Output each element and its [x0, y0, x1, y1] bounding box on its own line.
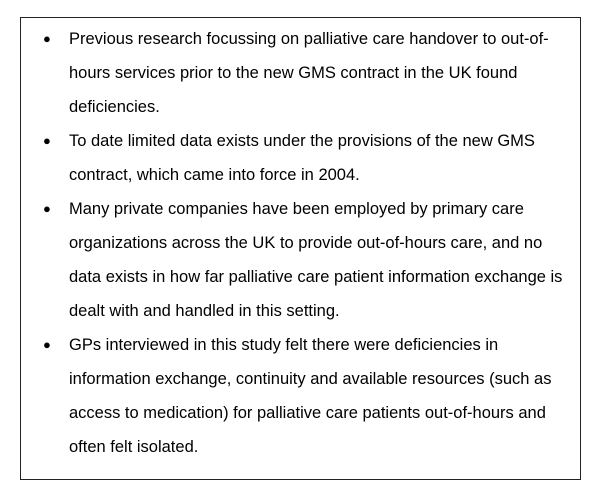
list-item-text: To date limited data exists under the provisions of the new GMS contract, which came into force in 2004. [69, 132, 535, 184]
list-item-text: Previous research focussing on palliative care handover to out-of-hours services prior to the new GMS contract in the UK found deficiencies. [69, 30, 549, 116]
list-item-text: Many private companies have been employed by primary care organizations across the UK to provide out-of-hours care, and no data exists in how far palliative care patient information exchange is dealt with and handled in this setting. [69, 200, 563, 320]
list-item [21, 124, 580, 192]
bullet-list [21, 22, 580, 464]
bullet-icon: ● [43, 337, 51, 352]
bullet-icon: ● [43, 133, 51, 148]
list-item [21, 22, 580, 124]
bullet-icon: ● [43, 201, 51, 216]
list-item-text: GPs interviewed in this study felt there were deficiencies in information exchange, continuity and available resources (such as access to medication) for palliative care patients out-of-hours and often felt isolated. [69, 336, 552, 456]
list-item [21, 192, 580, 328]
list-item [21, 328, 580, 464]
bullet-icon: ● [43, 31, 51, 46]
summary-box [20, 17, 581, 480]
